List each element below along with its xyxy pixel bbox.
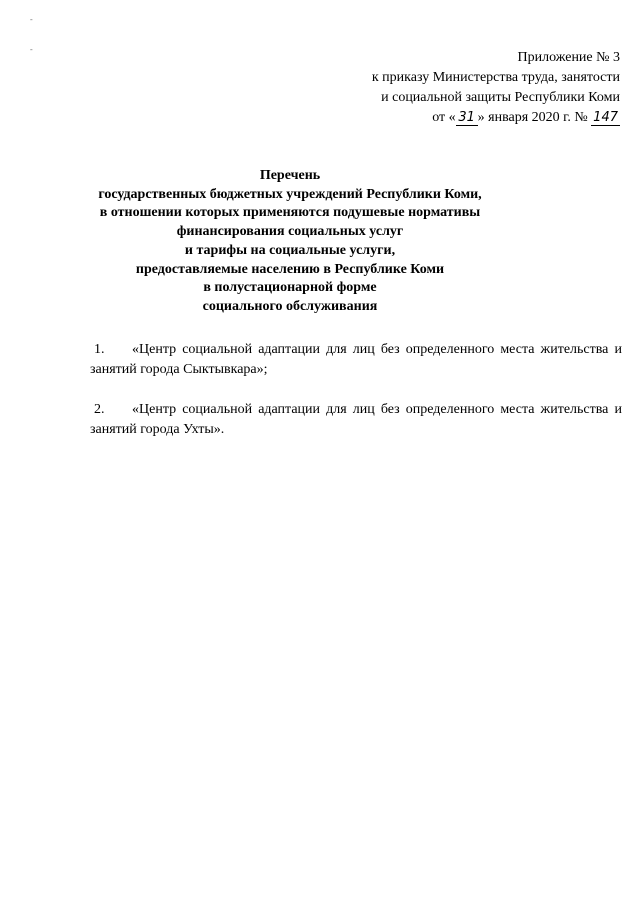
appendix-header [280, 48, 620, 128]
title-line: и тарифы на социальные услуги, [184, 242, 396, 258]
scan-mark: - [30, 15, 33, 24]
title-line: предоставляемые населению в Республике Коми [135, 261, 445, 277]
list-item [90, 340, 622, 380]
item-text: «Центр социальной адаптации для лиц без определенного места жительства и занятий города Сыктывкара»; [90, 342, 622, 377]
title-line: Перечень [259, 168, 321, 183]
item-number: 1. [94, 342, 105, 357]
title-line: государственных бюджетных учреждений Республики Коми, [98, 186, 482, 202]
title-line: финансирования социальных услуг [176, 224, 404, 240]
handwritten-day: 31 [456, 111, 478, 126]
order-date-line [280, 108, 620, 128]
ministry-name: и социальной защиты Республики Коми [381, 90, 620, 105]
document-title [90, 167, 490, 317]
handwritten-order-number: 147 [593, 110, 618, 125]
title-line: социального обслуживания [202, 298, 378, 314]
appendix-number: Приложение № 3 [517, 50, 620, 65]
date-prefix: от « [432, 110, 456, 125]
title-line: в отношении которых применяются подушевые нормативы [99, 205, 481, 221]
title-line: в полустационарной форме [203, 280, 377, 296]
institution-list [90, 340, 622, 460]
order-reference: к приказу Министерства труда, занятости [371, 70, 620, 85]
item-text: «Центр социальной адаптации для лиц без определенного места жительства и занятий города Ухты». [90, 402, 622, 437]
date-middle: » января 2020 г. № [477, 110, 588, 125]
item-number: 2. [94, 402, 105, 417]
list-item [90, 400, 622, 440]
scan-mark: - [30, 45, 33, 54]
